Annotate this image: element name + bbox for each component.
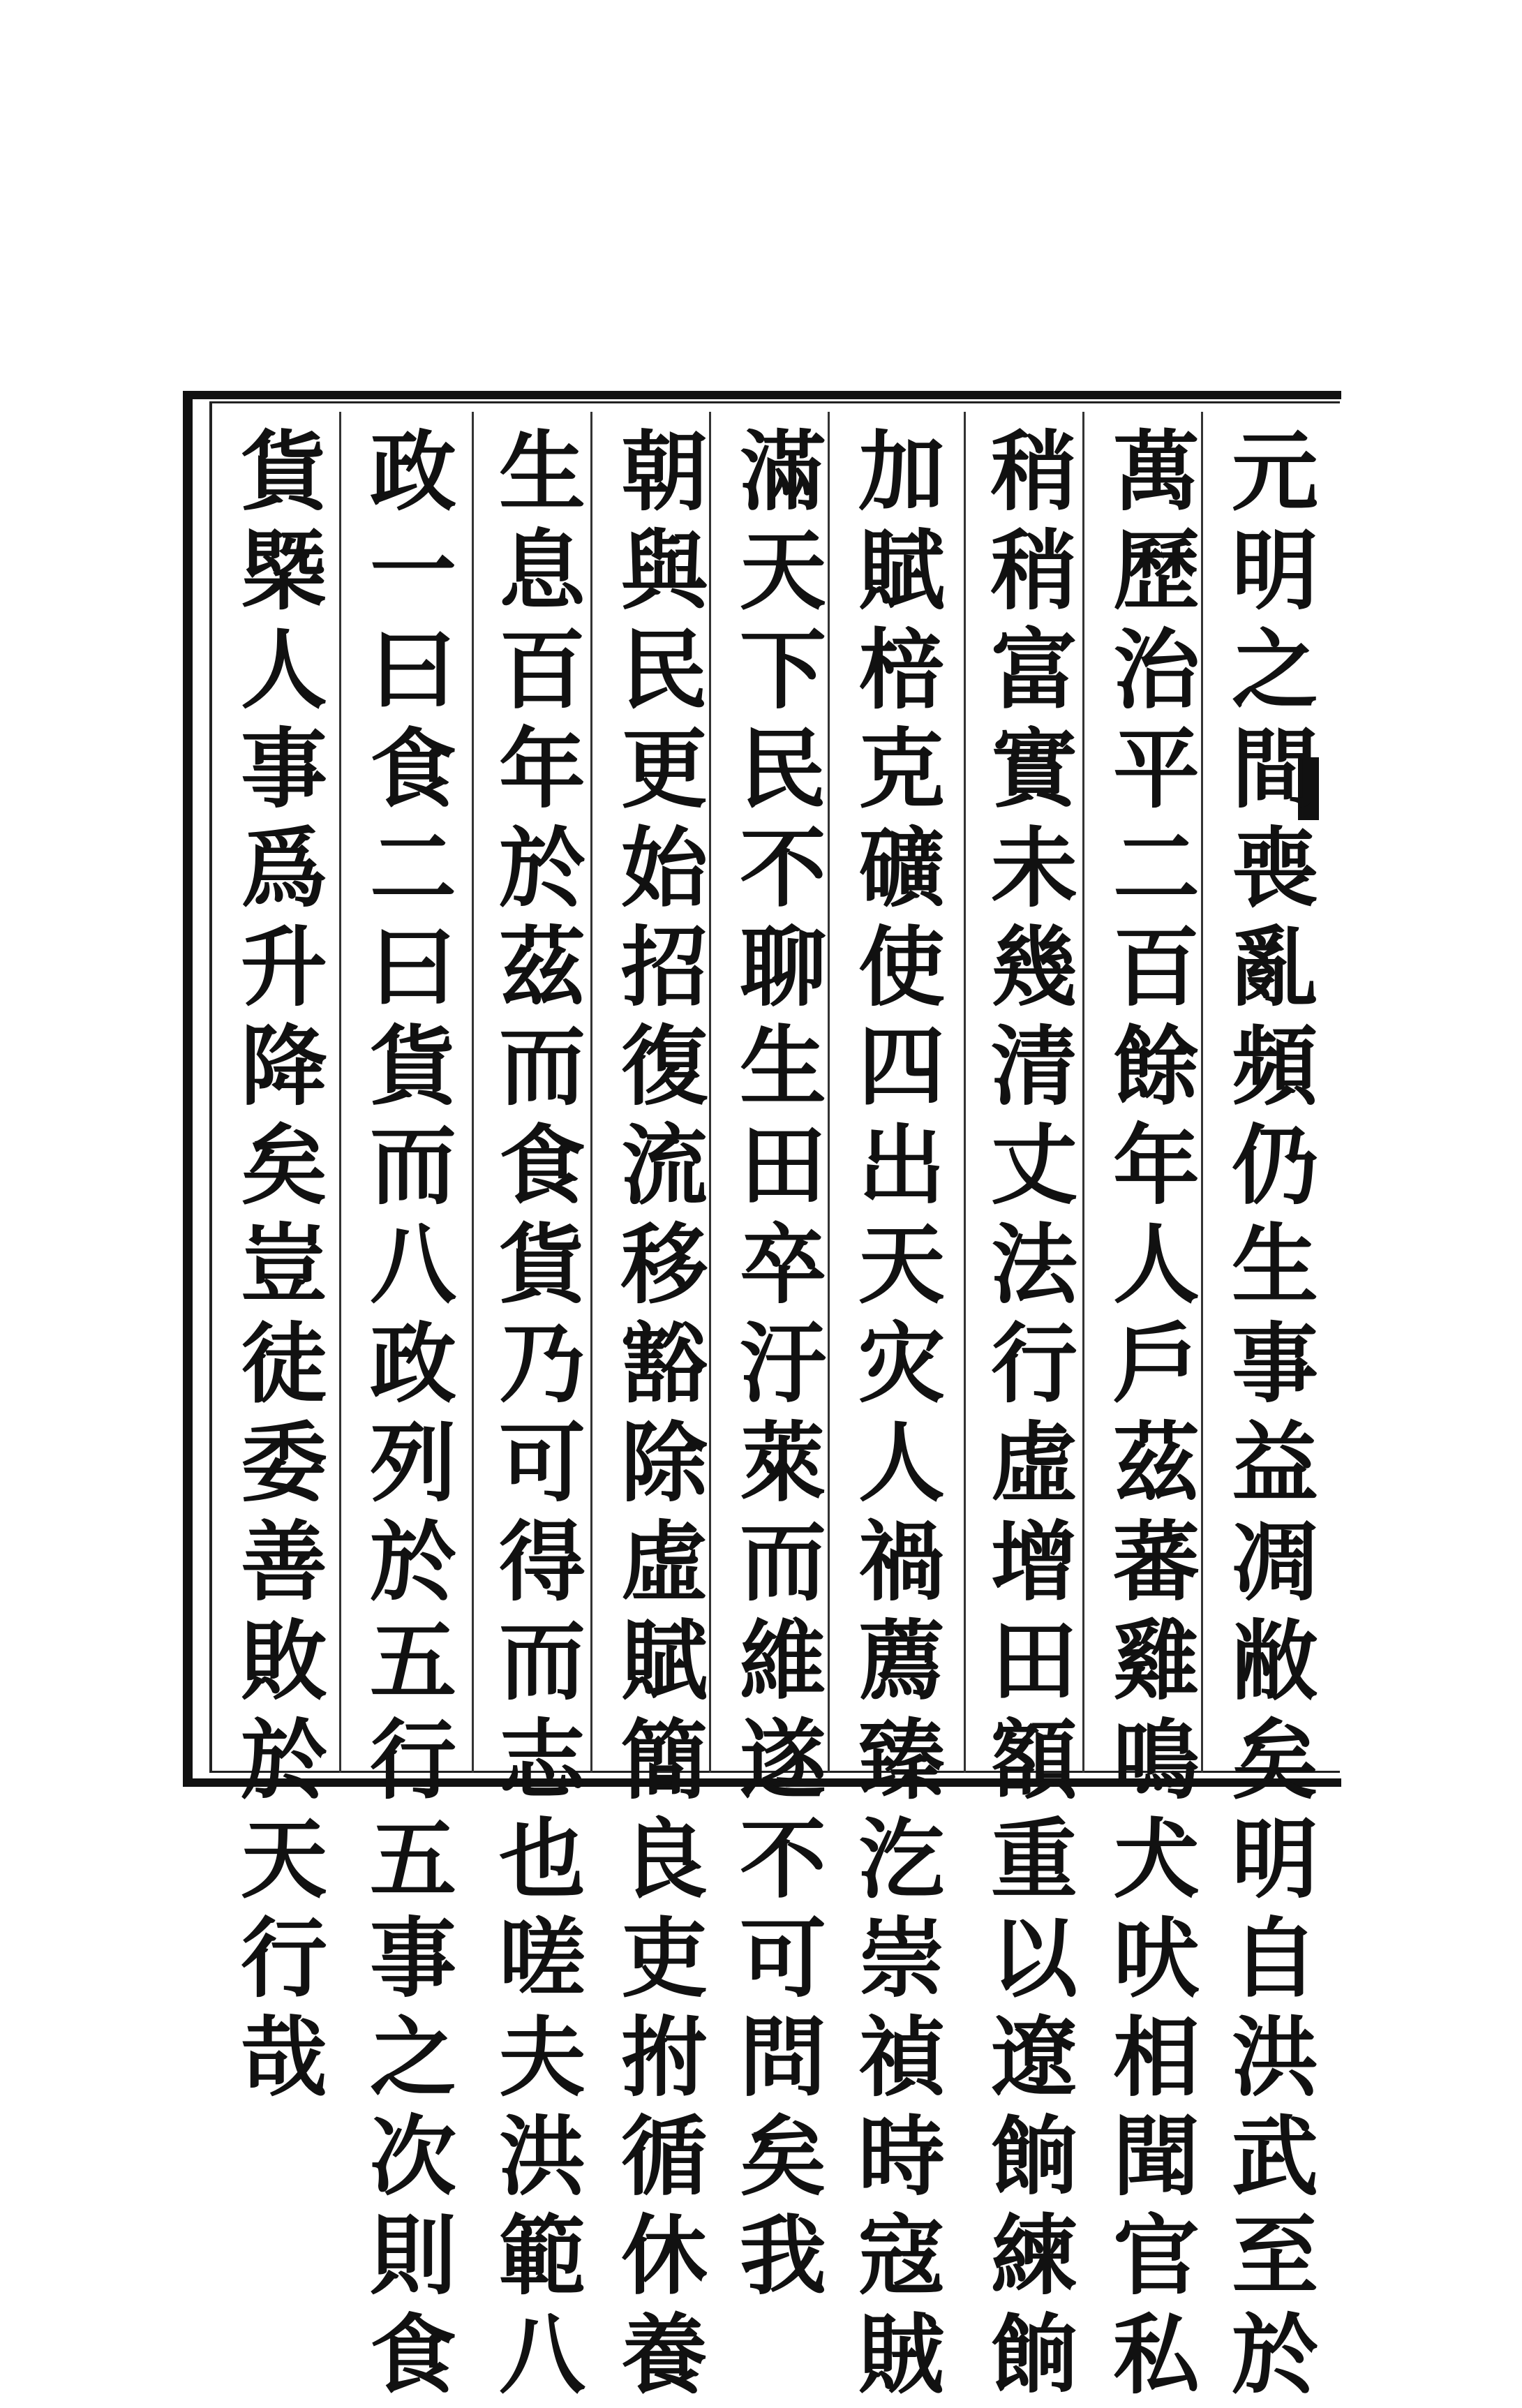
text-column-7: 生息百年於茲而食貨乃可得而志也嗟夫洪範八 bbox=[484, 426, 585, 2408]
column-rule bbox=[828, 412, 830, 1773]
column-rule bbox=[964, 412, 966, 1773]
column-rule bbox=[1082, 412, 1084, 1773]
column-rule bbox=[1201, 412, 1203, 1773]
text-column-8: 政一曰食二曰貨而八政列於五行五事之次則食 bbox=[355, 426, 456, 2408]
column-rule bbox=[709, 412, 711, 1773]
text-column-2: 萬歷治平二百餘年人戶茲蕃雞鳴犬吠相聞官私 bbox=[1098, 426, 1200, 2408]
column-rule bbox=[472, 412, 474, 1773]
text-column-4: 加賦棓克礦使四出天灾人禍薦臻汔崇禎時寇賊 bbox=[844, 426, 945, 2408]
column-rule bbox=[590, 412, 592, 1773]
text-column-3: 稍稍富實未幾清丈法行虛增田額重以遼餉練餉 bbox=[976, 426, 1077, 2408]
text-column-5: 滿天下民不聊生田卒汙萊而維遂不可問矣我 bbox=[725, 426, 826, 2309]
column-rule bbox=[339, 412, 341, 1773]
text-column-1: 元明之間喪亂頻仍生事益凋敝矣明自洪武至於 bbox=[1217, 426, 1318, 2408]
text-column-9: 貨槩人事爲升降矣豈徒委善敗於天行哉 bbox=[226, 426, 327, 2111]
text-column-6: 朝與民更始招復流移豁除虛賦簡良吏拊循休養 bbox=[606, 426, 708, 2408]
